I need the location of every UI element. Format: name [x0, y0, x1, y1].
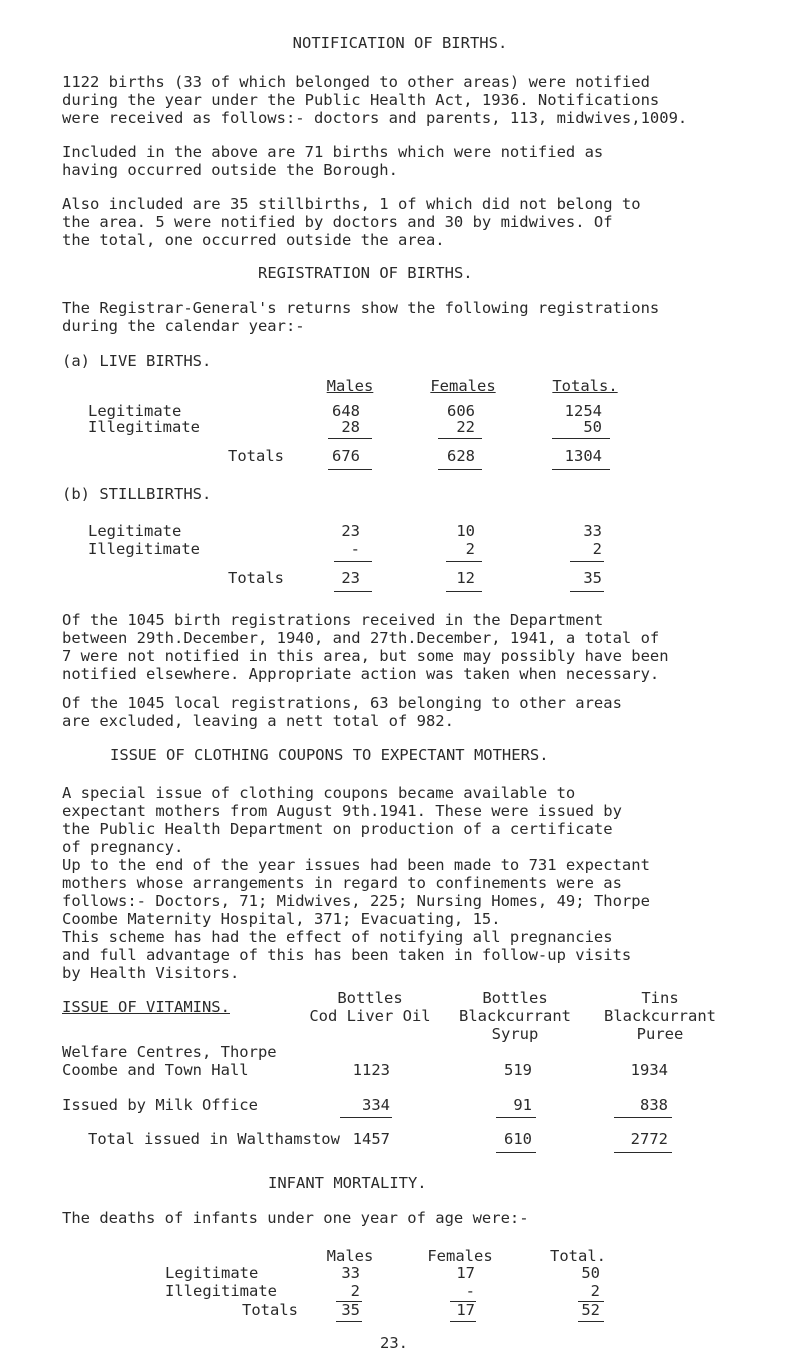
live-births-legitimate-females: 606 [447, 402, 475, 420]
coupons-line9: This scheme has had the effect of notifying all pregnancies [62, 928, 613, 946]
notif-para3-line1: Also included are 35 stillbirths, 1 of which did not belong to [62, 195, 641, 213]
vitamins-row2-blackcurrant-syrup: 91 [513, 1096, 532, 1114]
notif-para1-line1: 1122 births (33 of which belonged to other areas) were notified [62, 73, 650, 91]
coupons-line10: and full advantage of this has been taken in follow-up visits [62, 946, 632, 964]
stillbirths-totals-females: 12 [456, 569, 475, 587]
vitamins-row1-label-line2: Coombe and Town Hall [62, 1061, 249, 1079]
live-births-row-legitimate-label: Legitimate [88, 402, 182, 420]
notif-para1-line2: during the year under the Public Health Act, 1936. Notifications [62, 91, 660, 109]
rule [336, 1321, 362, 1322]
coupons-line3: the Public Health Department on production of a certificate [62, 820, 613, 838]
infant-totals-females: 17 [456, 1301, 475, 1319]
coupons-line1: A special issue of clothing coupons became available to [62, 784, 576, 802]
vitamins-heading: ISSUE OF VITAMINS. [62, 998, 230, 1016]
vitamins-total-cod-liver-oil: 1457 [352, 1130, 390, 1148]
infant-totals-label: Totals [242, 1301, 298, 1319]
rule [496, 1117, 536, 1118]
registration-para1-line1: Of the 1045 birth registrations received in the Department [62, 611, 604, 629]
live-births-header-males: Males [326, 377, 374, 395]
infant-illegitimate-males: 2 [350, 1282, 360, 1300]
live-births-illegitimate-totals: 50 [583, 418, 602, 436]
coupons-line8: Coombe Maternity Hospital, 371; Evacuating, 15. [62, 910, 501, 928]
stillbirths-legitimate-males: 23 [341, 522, 360, 540]
infant-legitimate-females: 17 [456, 1264, 475, 1282]
notif-para1-line3: were received as follows:- doctors and parents, 113, midwives,1009. [62, 109, 688, 127]
stillbirths-totals-males: 23 [341, 569, 360, 587]
notif-para3-line3: the total, one occurred outside the area. [62, 231, 445, 249]
infant-illegitimate-total: 2 [590, 1282, 600, 1300]
rule [334, 561, 372, 562]
live-births-totals-females: 628 [447, 447, 475, 465]
rule [578, 1321, 604, 1322]
rule [340, 1117, 392, 1118]
registration-para1-line3: 7 were not notified in this area, but some may possibly have been [62, 647, 669, 665]
registration-para2-line2: are excluded, leaving a nett total of 982. [62, 712, 454, 730]
stillbirths-illegitimate-males: - [350, 540, 360, 558]
heading-coupons: ISSUE OF CLOTHING COUPONS TO EXPECTANT MOTHERS. [110, 746, 549, 764]
registration-para2-line1: Of the 1045 local registrations, 63 belonging to other areas [62, 694, 622, 712]
infant-header-females: Females [427, 1247, 493, 1265]
rule [446, 561, 482, 562]
notif-para3-line2: the area. 5 were notified by doctors and 30 by midwives. Of [62, 213, 613, 231]
live-births-totals-totals: 1304 [564, 447, 602, 465]
rule [552, 469, 610, 470]
page-number: 23. [380, 1334, 408, 1352]
rule [438, 469, 482, 470]
registration-para1-line4: notified elsewhere. Appropriate action was taken when necessary. [62, 665, 660, 683]
coupons-line5: Up to the end of the year issues had been made to 731 expectant [62, 856, 650, 874]
coupons-line7: follows:- Doctors, 71; Midwives, 225; Nursing Homes, 49; Thorpe [62, 892, 650, 910]
stillbirths-illegitimate-totals: 2 [592, 540, 602, 558]
stillbirths-totals-totals: 35 [583, 569, 602, 587]
infant-header-males: Males [326, 1247, 374, 1265]
coupons-line4: of pregnancy. [62, 838, 184, 856]
rule [328, 438, 372, 439]
infant-legitimate-males: 33 [341, 1264, 360, 1282]
infant-intro: The deaths of infants under one year of age were:- [62, 1209, 529, 1227]
vitamins-row1-blackcurrant-puree: 1934 [630, 1061, 668, 1079]
rule [570, 591, 604, 592]
vitamins-row2-cod-liver-oil: 334 [362, 1096, 390, 1114]
rule [496, 1152, 536, 1153]
rule [446, 591, 482, 592]
heading-notification: NOTIFICATION OF BIRTHS. [292, 34, 508, 52]
stillbirths-row-legitimate-label: Legitimate [88, 522, 182, 540]
coupons-line6: mothers whose arrangements in regard to confinements were as [62, 874, 622, 892]
heading-infant-mortality: INFANT MORTALITY. [268, 1174, 427, 1192]
registration-para1-line2: between 29th.December, 1940, and 27th.December, 1941, a total of [62, 629, 660, 647]
infant-row-legitimate-label: Legitimate [165, 1264, 259, 1282]
vitamins-col1-line2: Cod Liver Oil [309, 1007, 431, 1025]
rule [614, 1117, 672, 1118]
vitamins-col3-line3: Puree [636, 1025, 684, 1043]
vitamins-row1-label-line1: Welfare Centres, Thorpe [62, 1043, 277, 1061]
vitamins-row1-cod-liver-oil: 1123 [352, 1061, 390, 1079]
infant-illegitimate-females: - [465, 1282, 475, 1300]
infant-totals-total: 52 [581, 1301, 600, 1319]
rule [552, 438, 610, 439]
vitamins-total-blackcurrant-syrup: 610 [504, 1130, 532, 1148]
vitamins-col3-line2: Blackcurrant [604, 1007, 716, 1025]
registration-intro-line1: The Registrar-General's returns show the following registrations [62, 299, 660, 317]
stillbirths-row-illegitimate-label: Illegitimate [88, 540, 200, 558]
infant-header-total: Total. [550, 1247, 606, 1265]
rule [450, 1321, 476, 1322]
live-births-illegitimate-females: 22 [456, 418, 475, 436]
infant-row-illegitimate-label: Illegitimate [165, 1282, 277, 1300]
stillbirths-illegitimate-females: 2 [465, 540, 475, 558]
vitamins-total-blackcurrant-puree: 2772 [630, 1130, 668, 1148]
rule [614, 1152, 672, 1153]
registration-intro-line2: during the calendar year:- [62, 317, 305, 335]
live-births-illegitimate-males: 28 [341, 418, 360, 436]
notif-para2-line1: Included in the above are 71 births which were notified as [62, 143, 604, 161]
vitamins-col1-line1: Bottles [337, 989, 403, 1007]
heading-registration: REGISTRATION OF BIRTHS. [258, 264, 473, 282]
infant-totals-males: 35 [341, 1301, 360, 1319]
rule [570, 561, 604, 562]
vitamins-col2-line3: Syrup [491, 1025, 539, 1043]
live-births-label: (a) LIVE BIRTHS. [62, 352, 212, 370]
live-births-row-illegitimate-label: Illegitimate [88, 418, 200, 436]
coupons-line11: by Health Visitors. [62, 964, 240, 982]
vitamins-total-label: Total issued in Walthamstow [88, 1130, 340, 1148]
infant-legitimate-total: 50 [581, 1264, 600, 1282]
stillbirths-legitimate-females: 10 [456, 522, 475, 540]
vitamins-col3-line1: Tins [641, 989, 679, 1007]
vitamins-col2-line1: Bottles [482, 989, 548, 1007]
notif-para2-line2: having occurred outside the Borough. [62, 161, 398, 179]
stillbirths-legitimate-totals: 33 [583, 522, 602, 540]
live-births-legitimate-males: 648 [332, 402, 360, 420]
stillbirths-label: (b) STILLBIRTHS. [62, 485, 212, 503]
vitamins-row2-label: Issued by Milk Office [62, 1096, 258, 1114]
coupons-line2: expectant mothers from August 9th.1941. These were issued by [62, 802, 622, 820]
rule [328, 469, 372, 470]
live-births-header-females: Females [430, 377, 496, 395]
live-births-totals-males: 676 [332, 447, 360, 465]
live-births-header-totals: Totals. [552, 377, 618, 395]
rule [438, 438, 482, 439]
vitamins-row1-blackcurrant-syrup: 519 [504, 1061, 532, 1079]
live-births-totals-label: Totals [228, 447, 284, 465]
vitamins-col2-line2: Blackcurrant [459, 1007, 571, 1025]
live-births-legitimate-totals: 1254 [564, 402, 602, 420]
stillbirths-totals-label: Totals [228, 569, 284, 587]
vitamins-row2-blackcurrant-puree: 838 [640, 1096, 668, 1114]
rule [334, 591, 372, 592]
